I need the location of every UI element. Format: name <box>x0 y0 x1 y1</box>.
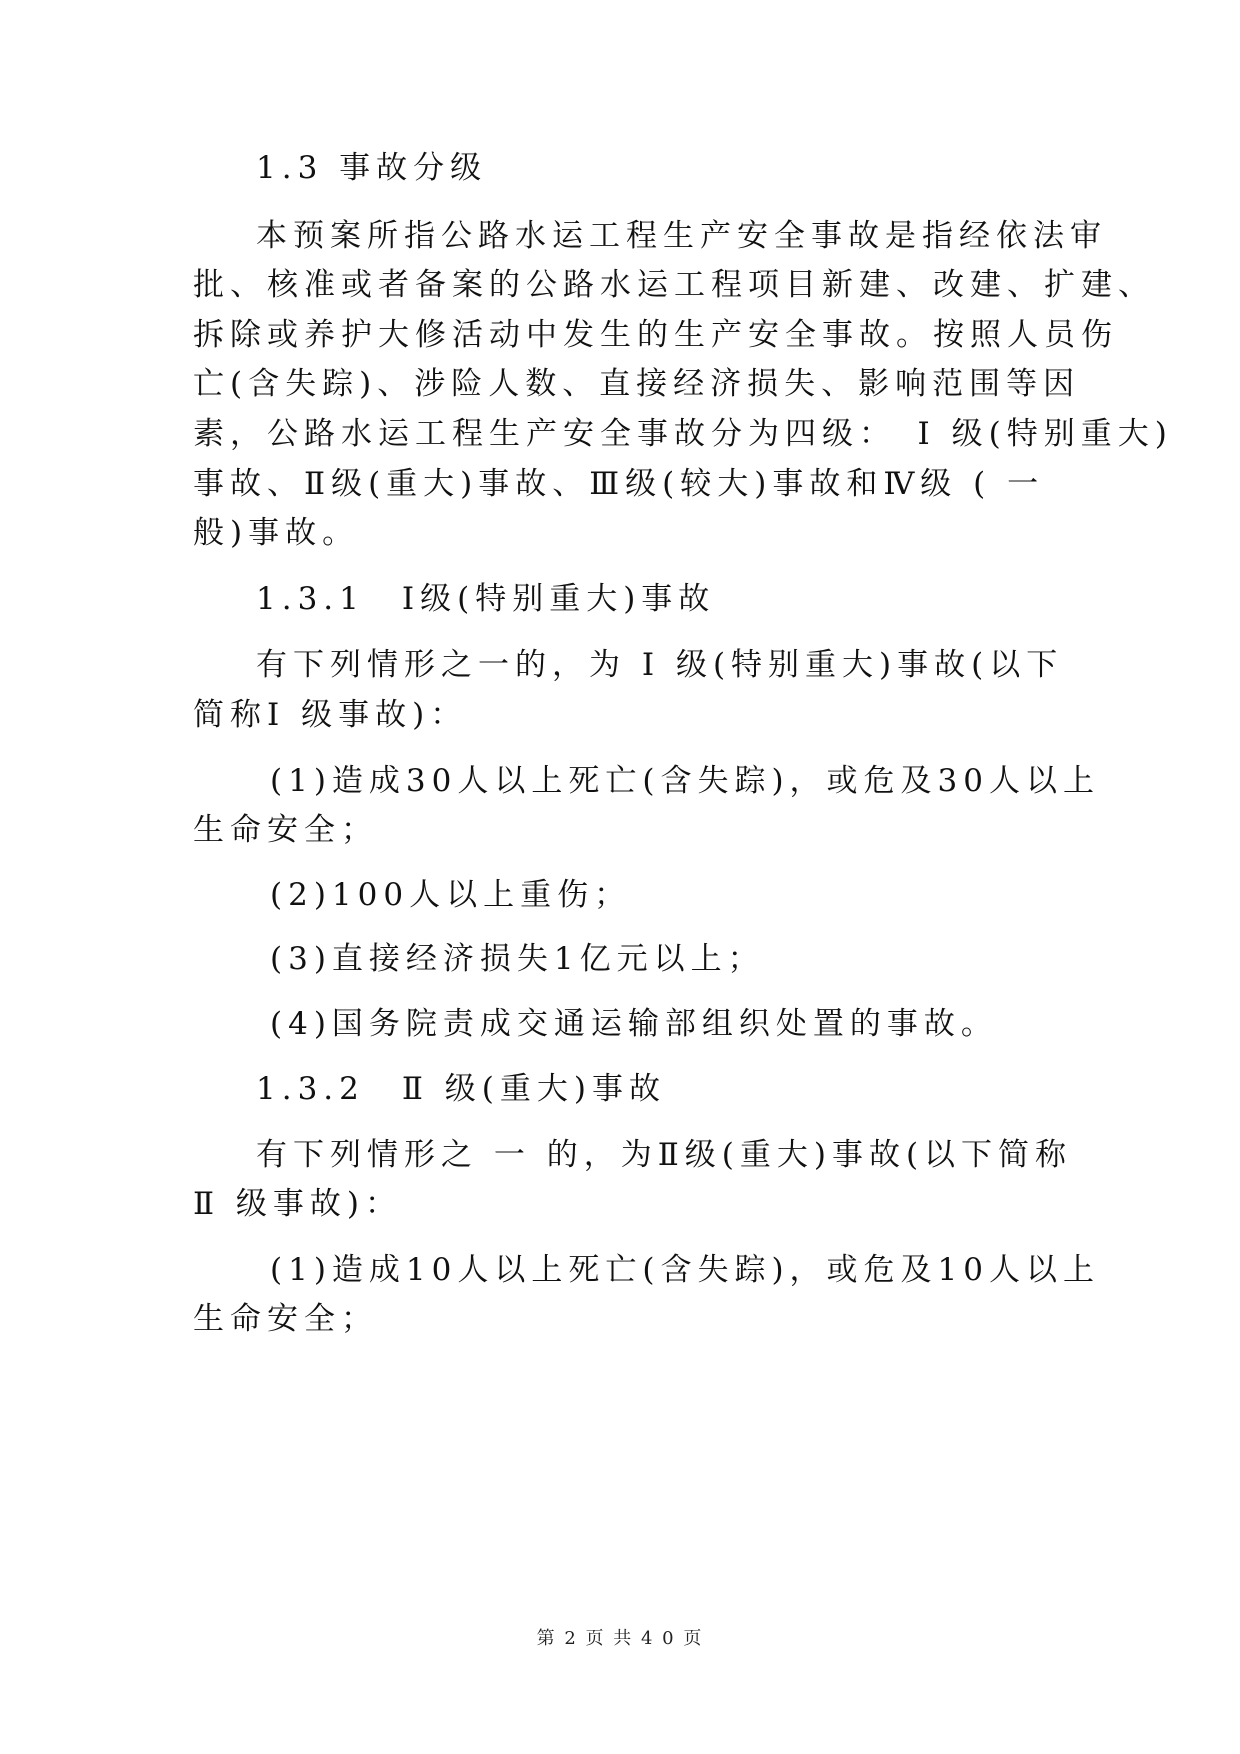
paragraph-line: 简称Ⅰ 级事故)： <box>193 697 468 733</box>
list-item-continuation: 生命安全； <box>193 1301 378 1337</box>
paragraph-line: 本预案所指公路水运工程生产安全事故是指经依法审 <box>256 218 1107 254</box>
list-item: (2)100人以上重伤； <box>270 877 632 913</box>
section-heading-1-3-1: 1.3.1 Ⅰ级(特别重大)事故 <box>256 581 716 617</box>
paragraph-line: 亡(含失踪)、涉险人数、直接经济损失、影响范围等因 <box>193 366 1081 402</box>
paragraph-line: 拆除或养护大修活动中发生的生产安全事故。按照人员伤 <box>193 317 1118 353</box>
paragraph-line: 般)事故。 <box>193 515 360 551</box>
section-heading-1-3-2: 1.3.2 Ⅱ 级(重大)事故 <box>256 1071 666 1107</box>
paragraph-line: 有下列情形之 一 的，为Ⅱ级(重大)事故(以下简称 <box>256 1137 1073 1173</box>
list-item-continuation: 生命安全； <box>193 812 378 848</box>
list-item: (1)造成30人以上死亡(含失踪)，或危及30人以上 <box>270 763 1100 799</box>
paragraph-line: 事故、Ⅱ级(重大)事故、Ⅲ级(较大)事故和Ⅳ级 ( 一 <box>193 466 1045 502</box>
paragraph-line: 有下列情形之一的，为 Ⅰ 级(特别重大)事故(以下 <box>256 647 1064 683</box>
section-heading-1-3: 1.3 事故分级 <box>256 150 488 186</box>
list-item: (1)造成10人以上死亡(含失踪)，或危及10人以上 <box>270 1252 1100 1288</box>
list-item: (3)直接经济损失1亿元以上； <box>270 941 765 977</box>
paragraph-line: 批、核准或者备案的公路水运工程项目新建、改建、扩建、 <box>193 267 1155 303</box>
page-number-footer: 第 2 页 共 4 0 页 <box>536 1628 704 1649</box>
list-item: (4)国务院责成交通运输部组织处置的事故。 <box>270 1006 998 1042</box>
paragraph-line: 素，公路水运工程生产安全事故分为四级： Ⅰ 级(特别重大) <box>193 416 1173 452</box>
paragraph-line: Ⅱ 级事故)： <box>193 1186 403 1222</box>
